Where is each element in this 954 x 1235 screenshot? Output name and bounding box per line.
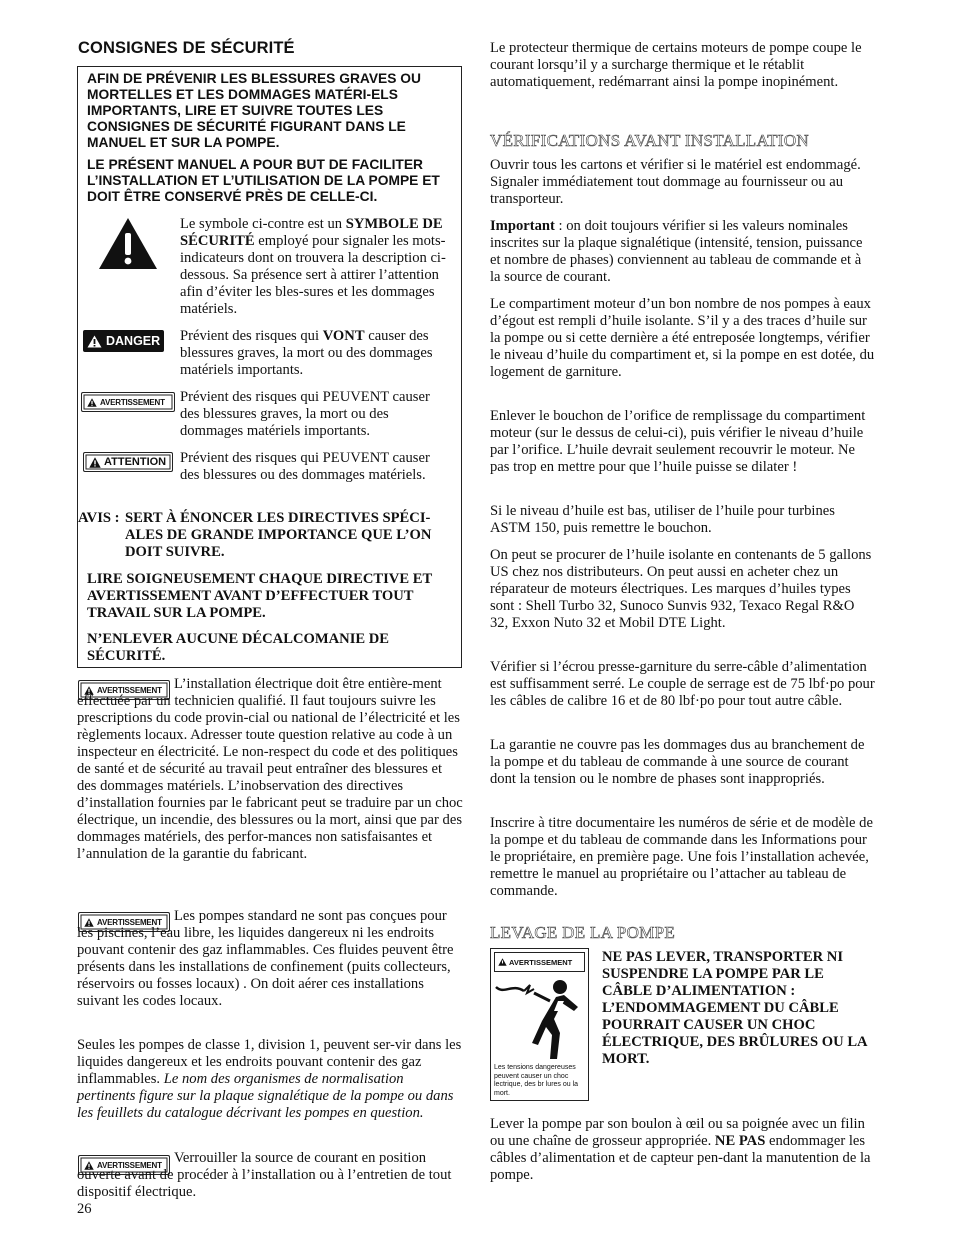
pre-install-p5: Si le niveau d’huile est bas, utiliser de l’huile pour turbines ASTM 150, puis remettre le bouchon. <box>490 503 835 536</box>
electrical-hazard-decal <box>490 948 589 1101</box>
pre-install-p1: Ouvrir tous les cartons et vérifier si le matériel est endommagé. Signaler immédiatement tout dommage au fournisseur ou au transporteur. <box>490 157 861 207</box>
thermal-protector-paragraph: Le protecteur thermique de certains moteurs de pompe coupe le courant lorsqu’il y a surcharge thermique et le rétablit automatiquement, redémarrant ainsi la pompe inopinément. <box>490 40 862 90</box>
danger-label <box>83 330 164 352</box>
danger-label-text: DANGER <box>106 334 161 348</box>
pre-install-p9: Inscrire à titre documentaire les numéros de série et de modèle de la pompe et du tableau de commande dans les Informations pour le propriétaire, en première page. Une fois l’installation achevée, remettre le manuel au propriétaire ou l’attacher au tableau de commande. <box>490 815 873 899</box>
warning-label: AVERTISSEMENT <box>78 912 170 932</box>
lockout-warning-text: Verrouiller la source de courant en position ouverte avant de procéder à l’installation ou à l’entretien de tout dispositif électrique. <box>77 1150 452 1200</box>
pre-install-p7: Vérifier si l’écrou presse-garniture du serre-câble d’alimentation est suffisamment serré. Le couple de serrage est de 75 lbf·po pour les câbles de calibre 16 et de 80 lbf·po pour tout autre câble. <box>490 659 875 709</box>
notice-label: AVIS : <box>78 510 120 526</box>
warning-label: AVERTISSEMENT <box>78 680 170 700</box>
pre-install-p6: On peut se procurer de l’huile isolante en contenants de 5 gallons US chez nos distributeurs. On peut aussi en acheter chez un réparateur de moteurs électriques. Les marques d’huiles types sont : Shell Turbo 32, Sunoco Sunvis 932, Texaco Regal R&O 32, Exxon Nuto 32 et Mobil DTE Light. <box>490 547 872 631</box>
heading-lifting: LEVAGE DE LA POMPE <box>490 923 676 942</box>
alert-triangle-icon <box>498 958 507 966</box>
pre-install-p3: Le compartiment moteur d’un bon nombre de nos pompes à eaux d’égout est rempli d’huile isolante. S’il y a des traces d’huile sur la pompe ou si cette dernière a été entreposée longtemps, vérifier le niveau d’huile du compartiment et, si la pompe en est dotée, du logement de garniture. <box>490 296 875 380</box>
alert-triangle-icon <box>89 457 101 468</box>
lifting-paragraph: Lever la pompe par son boulon à œil ou sa poignée avec un filin ou une chaîne de grosseur appropriée. NE PAS endommager les câbles d’alimentation et de capteur pen-dant la manutention de la pompe. <box>490 1116 871 1183</box>
electrical-warning-text: L’installation électrique doit être entière-ment effectuée par un technicien qualifié. Il faut toujours suivre les prescriptions du code provin-cial ou national de l’électricité et les règlements locaux. Adresser toute question relative au code à un inspecteur en électricité. Le non-respect du code et des politiques de santé et de sécurité au travail peut entraîner des blessures et des dommages matériels. L’inobservation des directives d’installation fournies par le fabricant peut se traduire par un choc électrique, un incendie, des blessures ou la mort, ainsi que par des dommages matériels, des perfor-mances non satisfaisantes et l’annulation de la garantie du fabricant. <box>77 676 463 862</box>
pre-install-p8: La garantie ne couvre pas les dommages dus au branchement de la pompe et du tableau de commande à une source de courant dont la tension ou le nombre de phases sont inappropriés. <box>490 737 865 787</box>
box-para-4: N’ENLEVER AUCUNE DÉCALCOMANIE DE SÉCURITÉ. <box>87 631 390 664</box>
pre-install-p2: Important : on doit toujours vérifier si les valeurs nominales inscrites sur la plaque signalétique (intensité, tension, puissance et nombre de phases) conviennent au tableau de commande et à la source de courant. <box>490 218 863 285</box>
alert-triangle-icon <box>87 335 102 348</box>
alert-triangle-icon <box>87 398 97 407</box>
lifting-warning: NE PAS LEVER, TRANSPORTER NI SUSPENDRE LA POMPE PAR LE CÂBLE D’ALIMENTATION : L’ENDOMMAGEMENT DU CÂBLE POURRAIT CAUSER UN CHOC ÉLECTRIQUE, DES BRÛLURES OU LA MORT. <box>602 949 867 1067</box>
symbol-description: Le symbole ci-contre est un SYMBOLE DE SÉCURITÉ employé pour signaler les mots-indicateurs dont on trouvera la description ci-dessous. Sa présence sert à attirer l’attention afin d’éviter les bles-sures et les dommages matériels. <box>180 216 446 317</box>
notice-description: SERT À ÉNONCER LES DIRECTIVES SPÉCI-ALES DE GRANDE IMPORTANCE QUE L’ON DOIT SUIVRE. <box>125 510 432 560</box>
warning-label: AVERTISSEMENT <box>78 1155 170 1175</box>
box-para-2: LE PRÉSENT MANUEL A POUR BUT DE FACILITER L’INSTALLATION ET L’UTILISATION DE LA POMPE ET DOIT ÊTRE CONSERVÉ PRÈS DE CELLE-CI. <box>87 157 440 204</box>
warning-description: Prévient des risques qui PEUVENT causer des blessures graves, la mort ou des dommages matériels importants. <box>180 389 430 439</box>
box-para-3: LIRE SOIGNEUSEMENT CHAQUE DIRECTIVE ET AVERTISSEMENT AVANT D’EFFECTUER TOUT TRAVAIL SUR LA POMPE. <box>87 571 432 621</box>
danger-description: Prévient des risques qui VONT causer des blessures graves, la mort ou des dommages matériels importants. <box>180 328 433 378</box>
pump-usage-warning-text: Les pompes standard ne sont pas conçues pour les piscines, l’eau libre, les liquides dangereux ni les endroits pouvant contenir des gaz inflammables. Ces fluides peuvent être présents dans les installations de confinement (puits collecteurs, réservoirs ou fosses locaux) . On doit aérer ces installations suivant les codes locaux. <box>77 908 454 1009</box>
heading-pre-installation: VÉRIFICATIONS AVANT INSTALLATION <box>490 131 809 150</box>
caution-label: ATTENTION <box>83 452 173 472</box>
section-title: CONSIGNES DE SÉCURITÉ <box>78 39 295 57</box>
pre-install-p4: Enlever le bouchon de l’orifice de remplissage du compartiment moteur (sur le dessus de celui-ci), puis vérifier le niveau d’huile par l’orifice. L’huile devrait seulement recouvrir le moteur. Ne pas trop en mettre pour que l’huile puisse se dilater ! <box>490 408 866 475</box>
electric-shock-icon <box>494 977 584 1062</box>
caution-description: Prévient des risques qui PEUVENT causer des blessures ou des dommages matériels. <box>180 450 430 483</box>
box-para-1: AFIN DE PRÉVENIR LES BLESSURES GRAVES OU MORTELLES ET LES DOMMAGES MATÉRI-ELS IMPORTANTS, LIRE ET SUIVRE TOUTES LES CONSIGNES DE SÉCURITÉ FIGURANT DANS LE MANUEL ET SUR LA POMPE. <box>87 71 421 150</box>
decal-header: AVERTISSEMENT <box>494 952 585 972</box>
safety-alert-symbol-icon <box>97 216 159 271</box>
warning-label: AVERTISSEMENT <box>81 392 175 412</box>
class1-paragraph: Seules les pompes de classe 1, division 1, peuvent ser-vir dans les liquides dangereux et les endroits pouvant contenir des gaz inflammables. Le nom des organismes de normalisation pertinents figure sur la plaque signalétique de la pompe ou dans les feuillets du catalogue décrivant les pompes en question. <box>77 1037 462 1121</box>
decal-caption: Les tensions dangereuses peuvent causer un choc lectrique, des br lures ou la mort. <box>494 1064 579 1097</box>
page-number: 26 <box>77 1201 92 1217</box>
